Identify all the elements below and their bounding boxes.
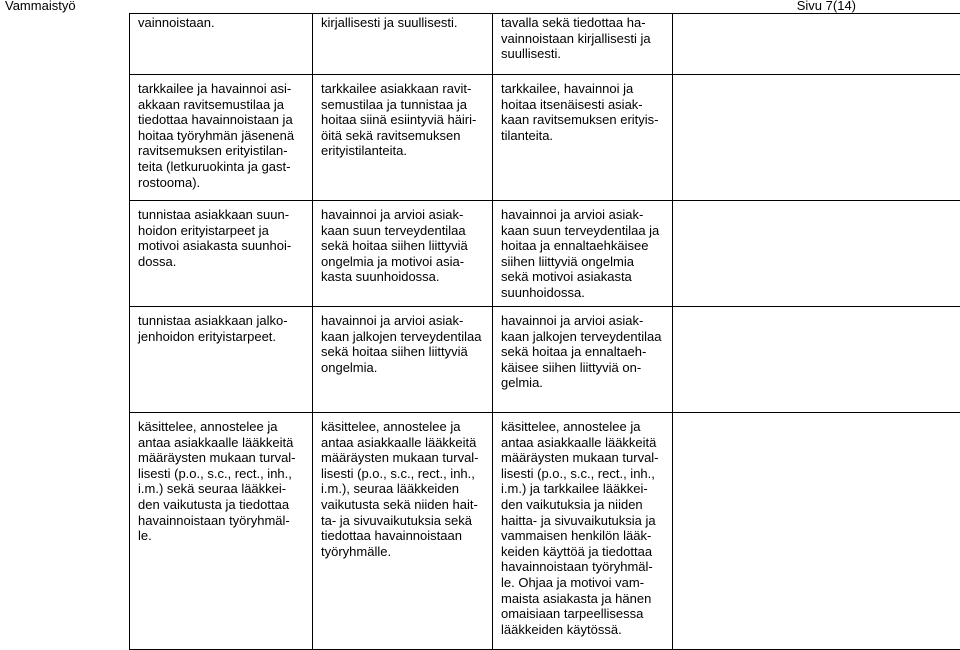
table-cell (130, 307, 313, 413)
table-cell (313, 14, 493, 75)
table-row (130, 14, 960, 75)
table-cell (313, 307, 493, 413)
table-cell (130, 75, 313, 201)
cell-text: tavalla sekä tiedottaa ha- vainnoistaan kirjallisesti ja suullisesti. (501, 15, 665, 62)
cell-text: havainnoi ja arvioi asiak- kaan jalkojen terveydentilaa sekä hoitaa ja ennaltaeh- käisee siihen liittyviä on- gelmia. (501, 313, 665, 391)
page-number: Sivu 7(14) (797, 0, 856, 13)
cell-text: havainnoi ja arvioi asiak- kaan suun terveydentilaa ja hoitaa ja ennaltaehkäisee siihen liittyviä ongelmia sekä motivoi asiakasta suunhoidossa. (501, 207, 665, 301)
table-cell (493, 307, 673, 413)
cell-text: vainnoistaan. (138, 15, 305, 31)
table-row (130, 307, 960, 413)
table-cell (130, 14, 313, 75)
table-cell (673, 307, 960, 413)
table-cell (313, 201, 493, 307)
cell-text: tarkkailee ja havainnoi asi- akkaan ravitsemustilaa ja tiedottaa havainnoistaan ja hoitaa työryhmän jäsenenä ravitsemuksen erityistilan- teita (letkuruokinta ja gast- rostooma). (138, 81, 305, 190)
table-cell (313, 75, 493, 201)
page-header (0, 0, 960, 14)
table-cell (493, 75, 673, 201)
table-cell (493, 201, 673, 307)
table-cell (673, 413, 960, 650)
cell-text: tunnistaa asiakkaan suun- hoidon erityistarpeet ja motivoi asiakasta suunhoi- dossa. (138, 207, 305, 269)
table-cell (493, 14, 673, 75)
table-cell (130, 201, 313, 307)
document-title: Vammaistyö (5, 0, 76, 13)
cell-text: tarkkailee asiakkaan ravit- semustilaa ja tunnistaa ja hoitaa siinä esiintyviä häiri- öitä sekä ravitsemuksen erityistilanteita. (321, 81, 485, 159)
table-row (130, 75, 960, 201)
cell-text: havainnoi ja arvioi asiak- kaan jalkojen terveydentilaa sekä hoitaa siihen liittyviä ongelmia. (321, 313, 485, 375)
cell-text: tarkkailee, havainnoi ja hoitaa itsenäisesti asiak- kaan ravitsemuksen erityis- tilanteita. (501, 81, 665, 143)
table-row (130, 201, 960, 307)
table-cell (313, 413, 493, 650)
table-cell (673, 201, 960, 307)
cell-text: käsittelee, annostelee ja antaa asiakkaalle lääkkeitä määräysten mukaan turval- lisesti (p.o., s.c., rect., inh., i.m.), seuraa lääkkeiden vaikutusta sekä niiden hait- ta- ja sivuvaikutuksia sekä tiedottaa havainnoistaan työryhmälle. (321, 419, 485, 559)
cell-text: tunnistaa asiakkaan jalko- jenhoidon erityistarpeet. (138, 313, 305, 344)
table-cell (493, 413, 673, 650)
cell-text: käsittelee, annostelee ja antaa asiakkaalle lääkkeitä määräysten mukaan turval- lisesti (p.o., s.c., rect., inh., i.m.) sekä seuraa lääkkei- den vaikutusta ja tiedottaa havainnoistaan työryhmäl- le. (138, 419, 305, 544)
table-cell (673, 75, 960, 201)
table-cell (130, 413, 313, 650)
cell-text: käsittelee, annostelee ja antaa asiakkaalle lääkkeitä määräysten mukaan turval- lisesti (p.o., s.c., rect., inh., i.m.) ja tarkkailee lääkkei- den vaikutuksia ja niiden haitta- ja sivuvaikutuksia ja vammaisen henkilön lääk- keiden käyttöä ja tiedottaa havainnoistaan työryhmäl- le. Ohjaa ja motivoi vam- maista asiakasta ja hänen omaisiaan tarpeellisessa lääkkeiden käytössä. (501, 419, 665, 637)
cell-text: kirjallisesti ja suullisesti. (321, 15, 485, 31)
criteria-table (129, 13, 960, 650)
table-cell (673, 14, 960, 75)
cell-text: havainnoi ja arvioi asiak- kaan suun terveydentilaa sekä hoitaa siihen liittyviä ongelmia ja motivoi asia- kasta suunhoidossa. (321, 207, 485, 285)
table-row (130, 413, 960, 650)
